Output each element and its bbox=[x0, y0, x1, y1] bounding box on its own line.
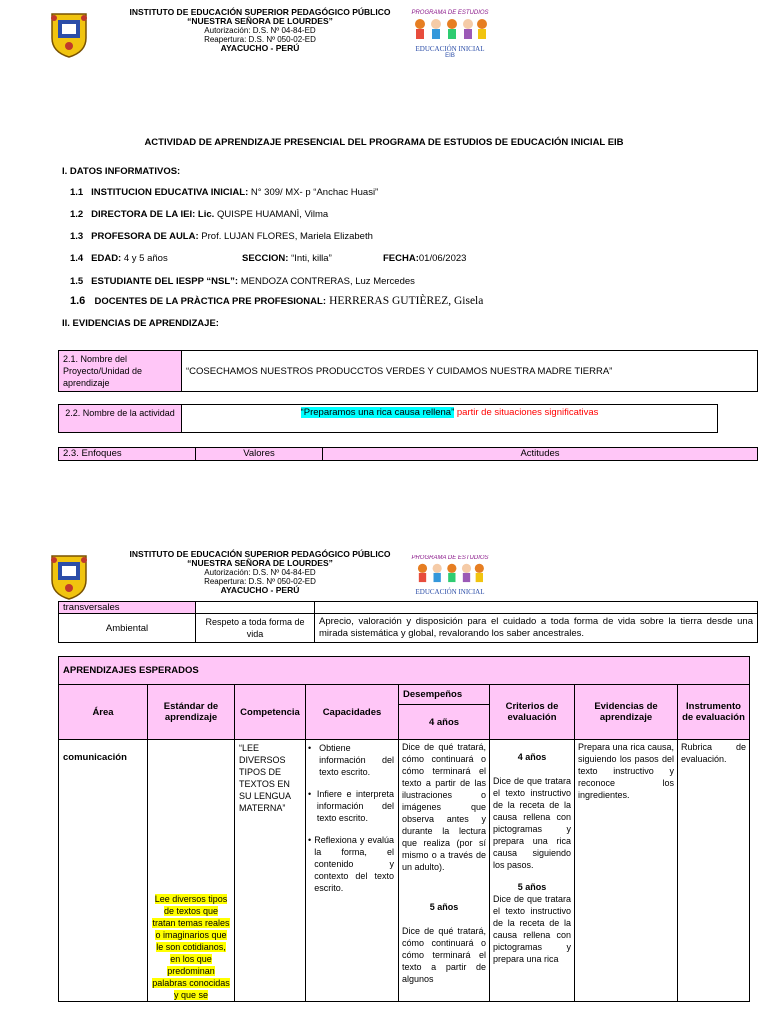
item-label: PROFESORA DE AULA: bbox=[91, 231, 199, 242]
header-criterios: Criterios de evaluación bbox=[490, 685, 575, 740]
item-number: 1.2 bbox=[70, 209, 84, 220]
section-evidencias: II. EVIDENCIAS DE APRENDIZAJE: bbox=[62, 318, 219, 329]
reopening: Reapertura: D.S. Nº 050-02-ED bbox=[204, 35, 316, 44]
item-number: 1.6 bbox=[70, 295, 86, 307]
section-datos-informativos: I. DATOS INFORMATIVOS: bbox=[62, 166, 181, 177]
institute-crest-icon bbox=[48, 552, 90, 600]
actividad-subtitle: partir de situaciones significativas bbox=[454, 407, 599, 418]
item-label: DIRECTORA DE LA IEI: Lic. bbox=[91, 209, 215, 220]
item-label: FECHA: bbox=[383, 253, 419, 264]
actividad-label: 2.2. Nombre de la actividad bbox=[59, 405, 182, 433]
header-desempenos: Desempeños bbox=[399, 685, 490, 705]
actitud-aprecio: Aprecio, valoración y disposición para el cuidado a toda forma de vida sobre la tierra desde una mirada sistemática y global, revalorando los saber ancestrales. bbox=[315, 614, 758, 643]
institute-crest-icon bbox=[48, 10, 90, 58]
logo-top-text: PROGRAMA DE ESTUDIOS bbox=[411, 555, 489, 561]
logo-bottom-text: EDUCACIÓN INICIAL bbox=[415, 45, 485, 53]
valor-respeto: Respeto a toda forma de vida bbox=[196, 614, 315, 643]
city: AYACUCHO - PERÚ bbox=[220, 585, 300, 595]
program-logo bbox=[410, 555, 490, 603]
instrumento-value: Rubrica de evaluación. bbox=[678, 740, 750, 1002]
criterio-4anos-label: 4 años bbox=[517, 752, 547, 762]
header-4anos: 4 años bbox=[399, 705, 490, 740]
item-value: 4 y 5 años bbox=[123, 253, 168, 264]
table-proyecto bbox=[58, 350, 758, 392]
item-label: ESTUDIANTE DEL IESPP “NSL”: bbox=[91, 276, 239, 287]
logo-eib-text: EIB bbox=[445, 53, 455, 59]
area-value: comunicación bbox=[59, 740, 148, 1002]
institute-name: INSTITUTO DE EDUCACIÓN SUPERIOR PEDAGÓGICO PÚBLICO bbox=[129, 7, 391, 17]
criterio-5anos-label: 5 años bbox=[517, 882, 547, 892]
document-title: ACTIVIDAD DE APRENDIZAJE PRESENCIAL DEL PROGRAMA DE ESTUDIOS DE EDUCACIÓN INICIAL EIB bbox=[144, 137, 624, 148]
item-institucion bbox=[70, 187, 378, 198]
city: AYACUCHO - PERÚ bbox=[220, 43, 300, 53]
capacidades-cell: • Obtiene información del texto escrito. • Infiere e interpreta información del texto escrito. • Reflexiona y evalúa la forma, el contenido y contexto del texto escrito. bbox=[306, 740, 399, 1002]
criterios-cell bbox=[490, 740, 575, 1002]
item-value: 01/06/2023 bbox=[418, 253, 467, 264]
item-edad bbox=[70, 253, 168, 264]
item-profesora bbox=[70, 231, 373, 242]
header-capacidades: Capacidades bbox=[306, 685, 399, 740]
evidencia-value: Prepara una rica causa, siguiendo los pasos del texto instructivo y reconoce los ingredientes. bbox=[575, 740, 678, 1002]
desempenos-cell bbox=[399, 740, 490, 1002]
item-directora bbox=[70, 209, 328, 220]
item-value: “Inti, killa” bbox=[291, 253, 332, 264]
school-name: “NUESTRA SEÑORA DE LOURDES” bbox=[187, 16, 333, 26]
table-actividad bbox=[58, 404, 718, 433]
item-value: MENDOZA CONTRERAS, Luz Mercedes bbox=[240, 276, 415, 287]
desempeno-5anos-label: 5 años bbox=[429, 902, 459, 912]
estandar-value bbox=[152, 893, 230, 1001]
children-icon bbox=[410, 561, 490, 583]
item-label: SECCION: bbox=[242, 253, 289, 264]
reopening: Reapertura: D.S. Nº 050-02-ED bbox=[204, 577, 316, 586]
header-estandar: Estándar de aprendizaje bbox=[148, 685, 235, 740]
capacidad-1: Obtiene información del texto escrito. bbox=[319, 743, 394, 777]
item-number: 1.4 bbox=[70, 253, 84, 264]
item-label: DOCENTES DE LA PRÀCTICA PRE PROFESIONAL: bbox=[94, 296, 326, 307]
authorization: Autorización: D.S. Nº 04-84-ED bbox=[204, 26, 316, 35]
item-fecha bbox=[383, 253, 466, 264]
program-logo bbox=[410, 10, 490, 68]
enfoque-ambiental: Ambiental bbox=[59, 614, 196, 643]
item-label: INSTITUCION EDUCATIVA INICIAL: bbox=[91, 187, 249, 198]
valores-header: Valores bbox=[196, 448, 323, 461]
item-docentes bbox=[70, 295, 483, 307]
enfoques-header: 2.3. Enfoques bbox=[59, 448, 196, 461]
actividad-value bbox=[182, 405, 718, 433]
logo-top-text: PROGRAMA DE ESTUDIOS bbox=[411, 10, 489, 16]
desempeno-4anos: Dice de qué tratará, cómo continuará o cómo terminará el texto a partir de las ilustraciones o imágenes que observa antes y durante la lectura que realiza (por sí mismo o a través de un adulto). bbox=[402, 742, 486, 872]
school-name: “NUESTRA SEÑORA DE LOURDES” bbox=[187, 558, 333, 568]
desempeno-5anos: Dice de qué tratará, cómo continuará o cómo terminará el texto a partir de algunos bbox=[402, 926, 486, 984]
item-value: N° 309/ MX- p “Anchac Huasi” bbox=[250, 187, 379, 198]
table-enfoques bbox=[58, 601, 758, 643]
header-evidencias: Evidencias de aprendizaje bbox=[575, 685, 678, 740]
header-competencia: Competencia bbox=[235, 685, 306, 740]
institute-header bbox=[110, 550, 410, 595]
item-value: HERRERAS GUTIÈREZ, Gisela bbox=[329, 295, 484, 307]
item-value: QUISPE HUAMANÌ, Vilma bbox=[216, 209, 329, 220]
proyecto-value: “COSECHAMOS NUESTROS PRODUCCTOS VERDES Y CUIDAMOS NUESTRA MADRE TIERRA” bbox=[182, 351, 758, 392]
capacidad-2: Infiere e interpreta información del texto escrito. bbox=[316, 789, 394, 823]
competencia-value: “LEE DIVERSOS TIPOS DE TEXTOS EN SU LENGUA MATERNA” bbox=[235, 740, 306, 1002]
item-number: 1.3 bbox=[70, 231, 84, 242]
header-area: Área bbox=[59, 685, 148, 740]
actitudes-header: Actitudes bbox=[323, 448, 758, 461]
item-number: 1.5 bbox=[70, 276, 84, 287]
institute-header bbox=[110, 8, 410, 53]
item-number: 1.1 bbox=[70, 187, 84, 198]
header-instrumento: Instrumento de evaluación bbox=[678, 685, 750, 740]
actividad-title: “Preparamos una rica causa rellena” bbox=[300, 407, 455, 418]
estandar-text: Lee diversos tipos de textos que tratan temas reales o imaginarios que le son cotidianos, en los que predominan palabras conocidas y que se bbox=[152, 894, 230, 1000]
table-enfoques-header bbox=[58, 447, 758, 461]
table-aprendizajes bbox=[58, 656, 750, 1002]
authorization: Autorización: D.S. Nº 04-84-ED bbox=[204, 568, 316, 577]
aprendizajes-title: APRENDIZAJES ESPERADOS bbox=[59, 657, 750, 685]
logo-bottom-text: EDUCACIÓN INICIAL bbox=[415, 588, 485, 596]
estandar-cell bbox=[148, 740, 235, 1002]
item-estudiante bbox=[70, 276, 415, 287]
proyecto-label: 2.1. Nombre del Proyecto/Unidad de aprendizaje bbox=[59, 351, 182, 392]
criterio-4anos: Dice de que tratara el texto instructivo de la receta de la causa rellena con pictogramas y prepara una rica causa siguiendo los pasos. bbox=[493, 776, 571, 870]
criterio-5anos: Dice de que tratara el texto instructivo de la receta de la causa rellena con pictogramas y prepara una rica bbox=[493, 894, 571, 964]
institute-name: INSTITUTO DE EDUCACIÓN SUPERIOR PEDAGÓGICO PÚBLICO bbox=[129, 549, 391, 559]
item-seccion bbox=[242, 253, 332, 264]
item-label: EDAD: bbox=[91, 253, 122, 264]
transversales-label: transversales bbox=[59, 602, 196, 614]
capacidad-3: Reflexiona y evalúa la forma, el contenido y contexto del texto escrito. bbox=[314, 835, 394, 893]
item-value: Prof. LUJAN FLORES, Mariela Elizabeth bbox=[201, 231, 373, 242]
children-icon bbox=[410, 16, 490, 40]
